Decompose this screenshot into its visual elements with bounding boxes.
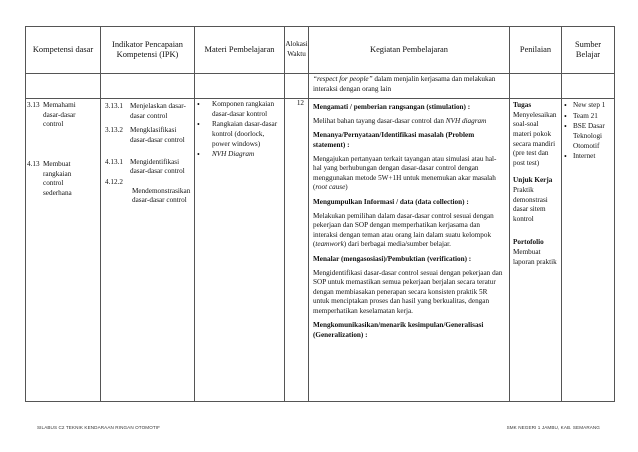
menanya-text: Mengajukan pertanyaan terkait tayangan atau simulasi atau hal-hal yang berhubungan dengan dasar-dasar control dengan menggunakan metode 5W+1H untuk menemukan akar masalah (root cause): [313, 154, 497, 192]
sumber-item: • New step 1: [564, 101, 606, 111]
menalar-title: Menalar (mengasosiasi)/Pembuktian (verification) :: [313, 254, 472, 263]
header-row: [26, 27, 615, 74]
sumber-item: • Internet: [564, 152, 596, 162]
unjuk-kerja-title: Unjuk Kerja: [513, 176, 553, 185]
portofolio-text: Membuat laporan praktik: [513, 247, 557, 266]
header-penilaian: Penilaian: [510, 27, 562, 74]
bullet-icon: •: [564, 111, 567, 121]
ipk-text: Mengidentifikasi dasar-dasar control: [130, 157, 185, 176]
tugas-title: Tugas: [513, 101, 532, 110]
kd-number: 4.13: [27, 159, 40, 168]
footer-right: SMK NEGERI 1 JAMBU, KAB. SEMARANG: [506, 425, 600, 430]
bullet-icon: •: [197, 150, 200, 160]
kegiatan-cell: [309, 99, 510, 402]
header-indikator: Indikator Pencapaian Kompetensi (IPK): [101, 27, 195, 74]
materi-item: • Komponen rangkaian dasar-dasar kontrol: [197, 100, 275, 118]
kd-number: 3.13: [27, 101, 40, 110]
kd-item: [27, 160, 100, 198]
header-kegiatan: Kegiatan Pembelajaran: [309, 27, 510, 74]
mengamati-title: Mengamati / pemberian rangsangan (stimulation) :: [313, 103, 471, 112]
alokasi-cell: 12: [285, 99, 309, 402]
bullet-icon: •: [564, 152, 567, 162]
menanya-title: Menanya/Pernyataan/Identifikasi masalah (Problem statement) :: [313, 131, 475, 149]
materi-item: • NVH Diagram: [197, 150, 255, 160]
sumber-item: • BSE Dasar Teknologi Otomotif: [564, 122, 605, 150]
bullet-icon: •: [197, 100, 200, 110]
carryover-quote: “respect for people”: [313, 75, 373, 83]
materi-cell: [195, 99, 285, 402]
header-materi: Materi Pembelajaran: [195, 27, 285, 74]
menalar-text: Mengidentifikasi dasar-dasar control sesuai dengan pekerjaan dan SOP untuk memastikan semua pekerjaan berjalan secara teratur dengan membiasakan penerapan secara konsisten praktik 5R untuk menciptakan proses dan hasil yang berkualitas, dengan memperhatikan keselamatan kerja.: [313, 268, 503, 315]
carryover-row: [26, 74, 615, 99]
footer-left: SILABUS C2 TEKNIK KENDARAAN RINGAN OTOMOTIF: [37, 425, 161, 430]
ipk-number: 3.13.1: [105, 102, 123, 111]
carryover-cell: [309, 74, 510, 99]
carryover-text: dalam menjalin kerjasama dan melakukan interaksi dengan orang lain: [313, 75, 496, 93]
mengamati-text: Melihat bahan tayang dasar-dasar control dan NVH diagram: [313, 116, 487, 125]
kd-text: Memahami dasar-dasar control: [43, 101, 76, 129]
ipk-item: [105, 126, 194, 145]
materi-item: • Rangkaian dasar-dasar kontrol (doorlock, power windows): [197, 120, 278, 148]
kd-item: [27, 101, 100, 130]
bullet-icon: •: [564, 101, 567, 111]
ipk-number: 4.13.1: [105, 157, 123, 166]
ipk-number: 3.13.2: [105, 126, 123, 135]
ipk-text: Mengklasifikasi dasar-dasar control: [130, 126, 185, 144]
mengkomunikasikan-title: Mengkomunikasikan/menarik kesimpulan/Generalisasi (Generalization) :: [313, 321, 484, 340]
syllabus-table: [25, 26, 615, 402]
penilaian-cell: [510, 99, 562, 402]
bullet-icon: •: [197, 120, 200, 130]
unjuk-kerja-text: Praktik demonstrasi dasar sitem kontrol: [513, 185, 548, 223]
ipk-text: Mendemonstrasikan dasar-dasar control: [132, 186, 191, 205]
ipk-item: [105, 102, 194, 121]
mengamati-section: [313, 103, 505, 113]
portofolio-title: Portofolio: [513, 238, 544, 247]
kd-cell: [26, 99, 101, 402]
ipk-item: [105, 158, 194, 177]
mengumpulkan-text: Melakukan pemilihan dalam dasar-dasar control sesuai dengan pekerjaan dan SOP dengan memperhatikan kerjasama dan interaksi dengan teman atau orang lain dalam suatu kelompok (teamwork) dari berbagai media/sumber belajar.: [313, 211, 494, 249]
ipk-number: 4.12.2: [105, 177, 123, 186]
bullet-icon: •: [564, 122, 567, 132]
sumber-item: • Team 21: [564, 111, 598, 121]
header-kompetensi: Kompetensi dasar: [26, 27, 101, 74]
tugas-text: Menyelesaikan soal-soal materi pokok secara mandiri (pre test dan post test): [513, 110, 557, 167]
mengumpulkan-title: Mengumpulkan Informasi / data (data collection) :: [313, 197, 469, 206]
header-sumber: Sumber Belajar: [562, 27, 615, 74]
kd-text: Membuat rangkaian control sederhana: [43, 159, 72, 197]
header-alokasi: Alokasi Waktu: [285, 27, 309, 74]
sumber-cell: [562, 99, 615, 402]
ipk-item: [105, 178, 194, 206]
ipk-cell: [101, 99, 195, 402]
ipk-text: Menjelaskan dasar-dasar control: [130, 102, 186, 120]
content-row: [26, 99, 615, 402]
